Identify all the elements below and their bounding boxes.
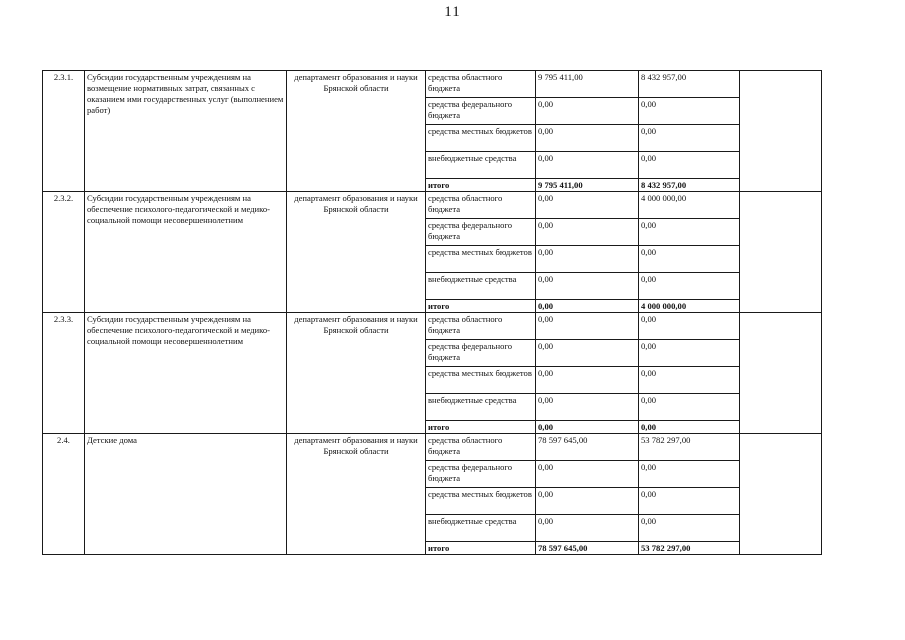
empty-column-cell [740, 313, 822, 434]
funding-source: внебюджетные средства [426, 273, 536, 300]
amount-col2: 0,00 [639, 394, 740, 421]
amount-col2: 4 000 000,00 [639, 192, 740, 219]
funding-source: средства местных бюджетов [426, 488, 536, 515]
funding-source: внебюджетные средства [426, 515, 536, 542]
total-col2: 53 782 297,00 [639, 542, 740, 555]
item-title: Субсидии государственным учреждениям на обеспечение психолого-педагогической и медико-социальной помощи несовершеннолетним [85, 313, 287, 434]
amount-col1: 78 597 645,00 [536, 434, 639, 461]
funding-source: средства областного бюджета [426, 313, 536, 340]
empty-column-cell [740, 71, 822, 192]
amount-col2: 0,00 [639, 340, 740, 367]
amount-col1: 9 795 411,00 [536, 71, 639, 98]
amount-col1: 0,00 [536, 152, 639, 179]
total-col1: 0,00 [536, 300, 639, 313]
budget-table [42, 70, 822, 555]
empty-column-cell [740, 192, 822, 313]
item-executor: департамент образования и науки Брянской области [287, 313, 426, 434]
amount-col1: 0,00 [536, 219, 639, 246]
funding-source: средства федерального бюджета [426, 219, 536, 246]
amount-col2: 0,00 [639, 367, 740, 394]
amount-col2: 0,00 [639, 313, 740, 340]
amount-col2: 0,00 [639, 515, 740, 542]
funding-source: средства федерального бюджета [426, 340, 536, 367]
funding-source: средства федерального бюджета [426, 461, 536, 488]
item-executor: департамент образования и науки Брянской области [287, 71, 426, 192]
amount-col1: 0,00 [536, 273, 639, 300]
funding-source: внебюджетные средства [426, 152, 536, 179]
amount-col1: 0,00 [536, 125, 639, 152]
amount-col2: 0,00 [639, 219, 740, 246]
funding-source: средства областного бюджета [426, 192, 536, 219]
total-col2: 8 432 957,00 [639, 179, 740, 192]
item-title: Детские дома [85, 434, 287, 555]
item-executor: департамент образования и науки Брянской области [287, 192, 426, 313]
amount-col1: 0,00 [536, 488, 639, 515]
amount-col1: 0,00 [536, 367, 639, 394]
funding-source: средства местных бюджетов [426, 367, 536, 394]
total-col2: 0,00 [639, 421, 740, 434]
funding-source: средства местных бюджетов [426, 125, 536, 152]
funding-row [43, 71, 822, 98]
page-number: 11 [444, 4, 461, 20]
amount-col2: 0,00 [639, 125, 740, 152]
total-col1: 78 597 645,00 [536, 542, 639, 555]
amount-col1: 0,00 [536, 98, 639, 125]
amount-col2: 0,00 [639, 273, 740, 300]
item-title: Субсидии государственным учреждениям на обеспечение психолого-педагогической и медико-социальной помощи несовершеннолетним [85, 192, 287, 313]
amount-col2: 0,00 [639, 246, 740, 273]
total-col2: 4 000 000,00 [639, 300, 740, 313]
total-label: итого [426, 421, 536, 434]
funding-source: средства местных бюджетов [426, 246, 536, 273]
amount-col1: 0,00 [536, 192, 639, 219]
amount-col2: 0,00 [639, 488, 740, 515]
total-label: итого [426, 179, 536, 192]
funding-row [43, 313, 822, 340]
amount-col1: 0,00 [536, 246, 639, 273]
amount-col1: 0,00 [536, 461, 639, 488]
funding-source: средства областного бюджета [426, 71, 536, 98]
item-code: 2.3.3. [43, 313, 85, 434]
total-label: итого [426, 300, 536, 313]
amount-col2: 0,00 [639, 152, 740, 179]
item-title: Субсидии государственным учреждениям на возмещение нормативных затрат, связанных с оказанием ими государственных услуг (выполнением работ) [85, 71, 287, 192]
funding-source: внебюджетные средства [426, 394, 536, 421]
amount-col1: 0,00 [536, 340, 639, 367]
amount-col2: 53 782 297,00 [639, 434, 740, 461]
item-code: 2.3.1. [43, 71, 85, 192]
funding-row [43, 434, 822, 461]
funding-source: средства федерального бюджета [426, 98, 536, 125]
amount-col1: 0,00 [536, 394, 639, 421]
empty-column-cell [740, 434, 822, 555]
item-code: 2.4. [43, 434, 85, 555]
amount-col1: 0,00 [536, 313, 639, 340]
amount-col2: 0,00 [639, 98, 740, 125]
item-executor: департамент образования и науки Брянской области [287, 434, 426, 555]
amount-col2: 8 432 957,00 [639, 71, 740, 98]
item-code: 2.3.2. [43, 192, 85, 313]
total-col1: 0,00 [536, 421, 639, 434]
funding-row [43, 192, 822, 219]
funding-source: средства областного бюджета [426, 434, 536, 461]
budget-table-body [43, 71, 822, 555]
total-col1: 9 795 411,00 [536, 179, 639, 192]
total-label: итого [426, 542, 536, 555]
amount-col1: 0,00 [536, 515, 639, 542]
amount-col2: 0,00 [639, 461, 740, 488]
